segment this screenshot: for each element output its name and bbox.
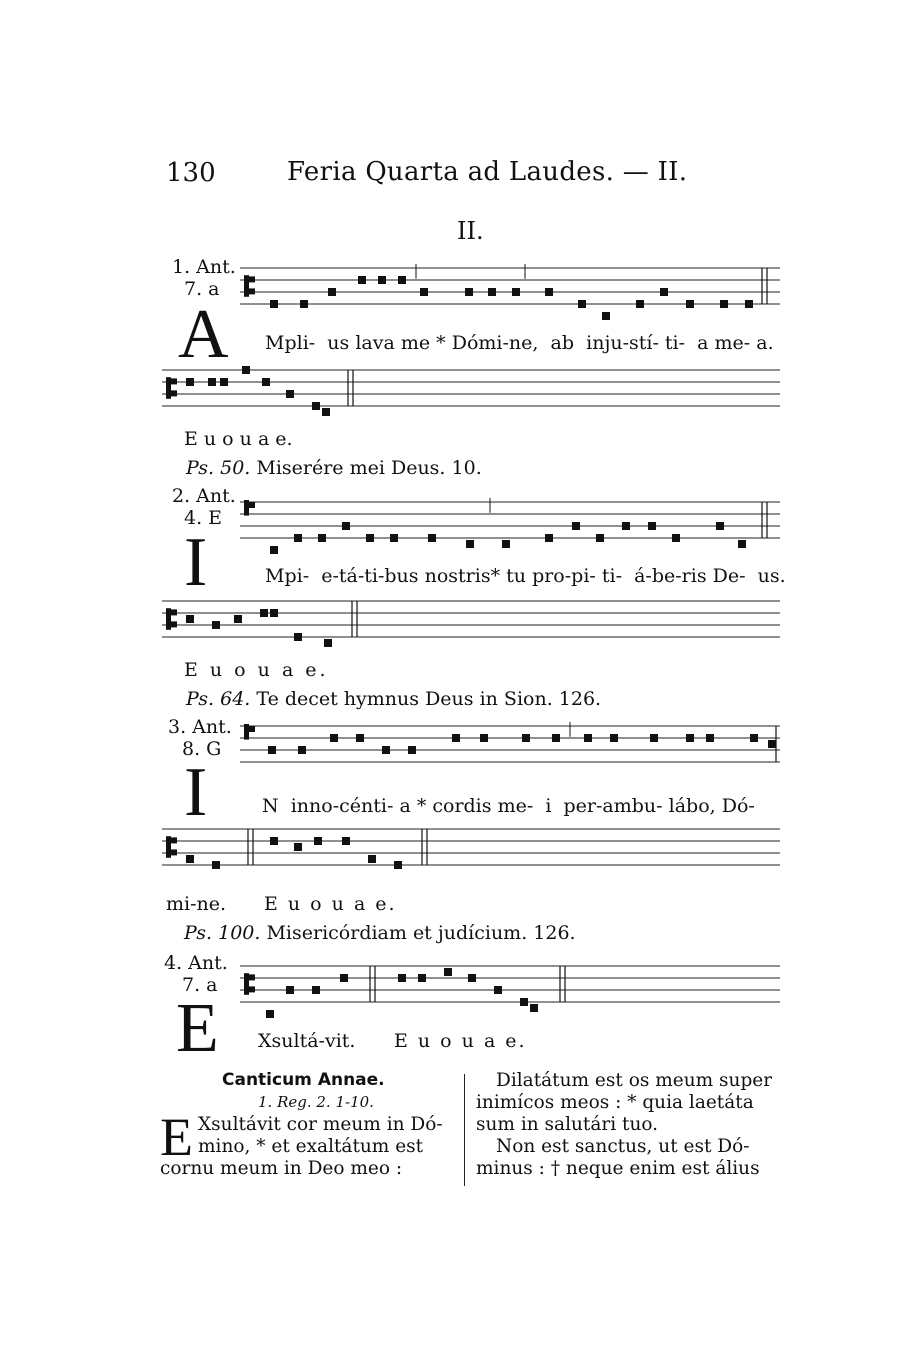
neume [466,540,474,548]
antiphon-2-staff [240,496,780,550]
antiphon-3-continuation: mi-ne. [166,893,227,915]
antiphon-3-lyrics: N inno-cénti- a * cordis me- i per-ambu- lábo, Dó- [262,795,755,817]
neume [672,534,680,542]
neume [186,378,194,386]
neume [314,837,322,845]
neume [358,276,366,284]
page-number: 130 [166,158,216,188]
antiphon-1-euouae-staff [162,366,780,418]
neume [545,288,553,296]
canticle-right-line: minus : † neque enim est álius [476,1158,760,1179]
canticle-left-line: Xsultávit cor meum in Dó- [198,1114,443,1135]
neume [768,740,776,748]
antiphon-4-euouae: E u o u a e. [394,1030,527,1052]
neume [480,734,488,742]
neume [312,402,320,410]
neume [468,974,476,982]
canticle-reference: 1. Reg. 2. 1-10. [258,1093,374,1111]
neume [342,837,350,845]
neume [745,300,753,308]
antiphon-2-psalm: Ps. 64. Te decet hymnus Deus in Sion. 126. [186,688,602,710]
canticle-left-column [160,1114,454,1180]
neume [610,734,618,742]
antiphon-3-euouae: E u o u a e. [264,893,397,915]
antiphon-1-initial: A [178,296,229,373]
neume [186,615,194,623]
neume [452,734,460,742]
neume [578,300,586,308]
neume [286,390,294,398]
neume [494,986,502,994]
antiphon-4-lyrics: Xsultá-vit. [258,1030,356,1052]
neume [660,288,668,296]
neume [286,986,294,994]
neume [398,974,406,982]
antiphon-2-lyrics: Mpi- e-tá-ti-bus nostris* tu pro-pi- ti- á-be-ris De- us. [265,565,786,587]
neume [300,300,308,308]
neume [212,861,220,869]
neume [366,534,374,542]
column-divider [464,1074,465,1186]
running-header: Feria Quarta ad Laudes. — II. [287,157,688,187]
antiphon-3-staff [240,720,780,780]
antiphon-2-euouae-staff [162,597,780,651]
neume [522,734,530,742]
antiphon-3-psalm: Ps. 100. Misericórdiam et judícium. 126. [184,922,576,944]
neume [572,522,580,530]
neume [648,522,656,530]
neume [294,843,302,851]
neume [266,1010,274,1018]
canticle-right-line: inimícos meos : * quia laetáta [476,1092,754,1113]
neume [465,288,473,296]
neume [270,609,278,617]
antiphon-4-staff [240,960,780,1020]
neume [584,734,592,742]
neume [270,546,278,554]
antiphon-2-euouae: E u o u a e. [184,659,329,681]
neume [390,534,398,542]
neume [738,540,746,548]
neume [502,540,510,548]
antiphon-1-euouae: E u o u a e. [184,428,293,450]
antiphon-3-label: 3. Ant. 8. G [168,716,232,760]
neume [750,734,758,742]
neume [328,288,336,296]
neume [294,633,302,641]
canticle-right-line: sum in salutári tuo. [476,1114,659,1135]
neume [650,734,658,742]
section-heading: II. [457,217,484,245]
neume [330,734,338,742]
neume [552,734,560,742]
neume [186,855,194,863]
neume [520,998,528,1006]
neume [512,288,520,296]
neume [720,300,728,308]
neume [420,288,428,296]
neume [208,378,216,386]
canticle-right-line: Non est sanctus, ut est Dó- [496,1136,750,1157]
neume [294,534,302,542]
antiphon-4-initial: E [176,990,219,1067]
neume [270,300,278,308]
neume [686,300,694,308]
neume [716,522,724,530]
neume [382,746,390,754]
neume [408,746,416,754]
neume [398,276,406,284]
neume [268,746,276,754]
antiphon-1-label: 1. Ant. 7. a [172,256,236,300]
neume [298,746,306,754]
antiphon-2-initial: I [184,524,208,601]
neume [242,366,250,374]
antiphon-1-psalm: Ps. 50. Miserére mei Deus. 10. [186,457,482,479]
neume [342,522,350,530]
neume [220,378,228,386]
neume [340,974,348,982]
antiphon-3-initial: I [184,754,208,831]
neume [488,288,496,296]
neume [394,861,402,869]
neume [706,734,714,742]
canticle-drop-initial: E [160,1107,193,1167]
antiphon-4-label: 4. Ant. 7. a [164,952,228,996]
canticle-left-line: cornu meum in Deo meo : [160,1158,403,1179]
canticle-title: Canticum Annae. [222,1070,385,1090]
neume [322,408,330,416]
antiphon-3-euouae-staff [162,825,780,885]
neume [418,974,426,982]
neume [530,1004,538,1012]
neume [262,378,270,386]
canticle-left-line: mino, * et exaltátum est [198,1136,424,1157]
neume [212,621,220,629]
neume [234,615,242,623]
antiphon-1-staff [240,262,780,324]
neume [622,522,630,530]
antiphon-2-label: 2. Ant. 4. E [172,485,236,529]
neume [260,609,268,617]
neume [596,534,604,542]
neume [356,734,364,742]
canticle-right-line: Dilatátum est os meum super [496,1070,773,1091]
neume [318,534,326,542]
neume [686,734,694,742]
neume [444,968,452,976]
neume [428,534,436,542]
neume [545,534,553,542]
neume [368,855,376,863]
neume [270,837,278,845]
neume [602,312,610,320]
antiphon-1-lyrics: Mpli- us lava me * Dómi-ne, ab inju-stí- ti- a me- a. [265,332,774,354]
neume [324,639,332,647]
neume [312,986,320,994]
neume [378,276,386,284]
canticle-right-column [476,1070,776,1180]
neume [636,300,644,308]
